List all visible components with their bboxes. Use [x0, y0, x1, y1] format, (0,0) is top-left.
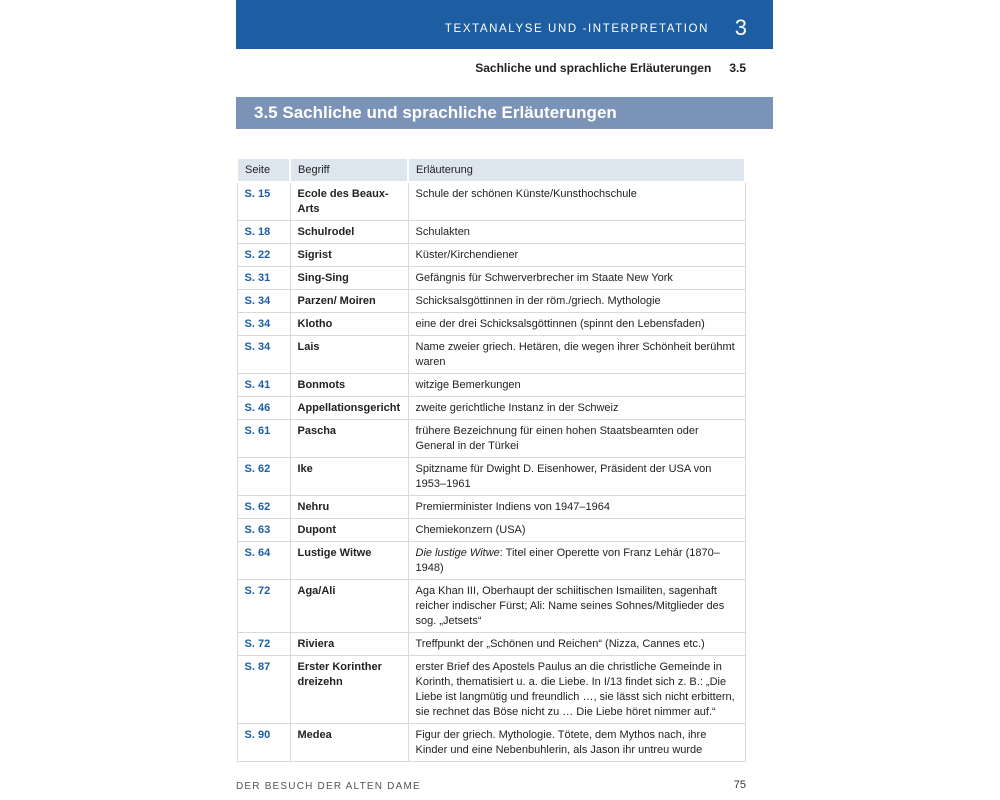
chapter-header-band: [236, 0, 773, 49]
running-number: 3.5: [729, 61, 746, 75]
table-row: [237, 458, 745, 496]
table-row: [237, 397, 745, 420]
table-row: [237, 290, 745, 313]
running-title: Sachliche und sprachliche Erläuterungen: [475, 61, 712, 75]
row-page: S. 41: [237, 374, 290, 397]
row-explanation: Treffpunkt der „Schönen und Reichen“ (Nizza, Cannes etc.): [408, 633, 745, 656]
table-row: [237, 336, 745, 374]
table-row: [237, 313, 745, 336]
table-row: [237, 244, 745, 267]
row-explanation: Schulakten: [408, 221, 745, 244]
chapter-section-title: TEXTANALYSE UND -INTERPRETATION: [444, 23, 709, 35]
row-term: Sigrist: [290, 244, 408, 267]
table-row: [237, 221, 745, 244]
row-page: S. 34: [237, 313, 290, 336]
table-header-row: [237, 158, 745, 182]
row-page: S. 34: [237, 290, 290, 313]
row-page: S. 62: [237, 458, 290, 496]
row-explanation: witzige Bemerkungen: [408, 374, 745, 397]
row-term: Klotho: [290, 313, 408, 336]
table-row: [237, 496, 745, 519]
row-page: S. 64: [237, 542, 290, 580]
column-header-explanation: Erläuterung: [408, 158, 745, 182]
row-explanation: Figur der griech. Mythologie. Tötete, dem Mythos nach, ihre Kinder und eine Nebenbuhlerin, als Jason ihr untreu wurde: [408, 724, 745, 762]
row-term: Riviera: [290, 633, 408, 656]
row-term: Nehru: [290, 496, 408, 519]
chapter-number: 3: [734, 15, 747, 40]
row-term: Ike: [290, 458, 408, 496]
row-explanation: erster Brief des Apostels Paulus an die christliche Gemeinde in Korinth, thematisiert u. a. die Liebe. In I/13 findet sich z. B.: „Die Liebe ist langmütig und freundlich …, sie lässt sich nicht erbittern, sie rechnet das Böse nicht zu … Die Liebe höret nimmer auf.“: [408, 656, 745, 724]
table-row: [237, 519, 745, 542]
row-term: Bonmots: [290, 374, 408, 397]
row-explanation: Aga Khan III, Oberhaupt der schiitischen Ismailiten, sagenhaft reicher indischer Fürst; Ali: Name seines Sohnes/Mitglieder des sog. „Jetsets“: [408, 580, 745, 633]
row-page: S. 62: [237, 496, 290, 519]
row-page: S. 22: [237, 244, 290, 267]
table-row: [237, 656, 745, 724]
row-explanation: Schicksalsgöttinnen in der röm./griech. Mythologie: [408, 290, 745, 313]
row-page: S. 90: [237, 724, 290, 762]
row-term: Aga/Ali: [290, 580, 408, 633]
row-term: Erster Korinther dreizehn: [290, 656, 408, 724]
row-page: S. 15: [237, 182, 290, 221]
row-explanation: Chemiekonzern (USA): [408, 519, 745, 542]
section-heading: 3.5 Sachliche und sprachliche Erläuterungen: [254, 103, 617, 122]
running-head: [236, 61, 746, 75]
row-page: S. 46: [237, 397, 290, 420]
table-row: [237, 724, 745, 762]
operetta-title: Die lustige Witwe: [415, 547, 500, 559]
row-explanation: Gefängnis für Schwerverbrecher im Staate New York: [408, 267, 745, 290]
row-explanation-rest: : Titel einer Operette von Franz Lehár (1870–1948): [415, 547, 720, 574]
row-term: Appellationsgericht: [290, 397, 408, 420]
table-row: [237, 633, 745, 656]
table-row: [237, 267, 745, 290]
footer-page-number: 75: [733, 779, 746, 791]
row-term: Sing-Sing: [290, 267, 408, 290]
section-heading-band: [236, 97, 773, 129]
row-term: Parzen/ Moiren: [290, 290, 408, 313]
row-explanation: [408, 542, 745, 580]
row-explanation: Küster/Kirchendiener: [408, 244, 745, 267]
table-row: [237, 542, 745, 580]
row-explanation: Spitzname für Dwight D. Eisenhower, Präsident der USA von 1953–1961: [408, 458, 745, 496]
row-explanation: Schule der schönen Künste/Kunsthochschule: [408, 182, 745, 221]
row-term: Ecole des Beaux-Arts: [290, 182, 408, 221]
table-row: [237, 420, 745, 458]
row-term: Schulrodel: [290, 221, 408, 244]
footer-book-title: DER BESUCH DER ALTEN DAME: [236, 781, 421, 792]
row-term: Pascha: [290, 420, 408, 458]
row-term: Lustige Witwe: [290, 542, 408, 580]
row-term: Medea: [290, 724, 408, 762]
row-term: Dupont: [290, 519, 408, 542]
column-header-page: Seite: [237, 158, 290, 182]
row-page: S. 61: [237, 420, 290, 458]
row-explanation: Premierminister Indiens von 1947–1964: [408, 496, 745, 519]
row-page: S. 34: [237, 336, 290, 374]
row-page: S. 72: [237, 580, 290, 633]
row-page: S. 31: [237, 267, 290, 290]
table-row: [237, 182, 745, 221]
row-explanation: zweite gerichtliche Instanz in der Schweiz: [408, 397, 745, 420]
row-page: S. 87: [237, 656, 290, 724]
row-page: S. 63: [237, 519, 290, 542]
row-explanation: eine der drei Schicksalsgöttinnen (spinnt den Lebensfaden): [408, 313, 745, 336]
row-explanation: frühere Bezeichnung für einen hohen Staatsbeamten oder General in der Türkei: [408, 420, 745, 458]
column-header-term: Begriff: [290, 158, 408, 182]
table-row: [237, 374, 745, 397]
row-page: S. 72: [237, 633, 290, 656]
row-explanation: Name zweier griech. Hetären, die wegen ihrer Schönheit berühmt waren: [408, 336, 745, 374]
table-row: [237, 580, 745, 633]
row-page: S. 18: [237, 221, 290, 244]
row-term: Lais: [290, 336, 408, 374]
glossary-table: [236, 157, 746, 762]
